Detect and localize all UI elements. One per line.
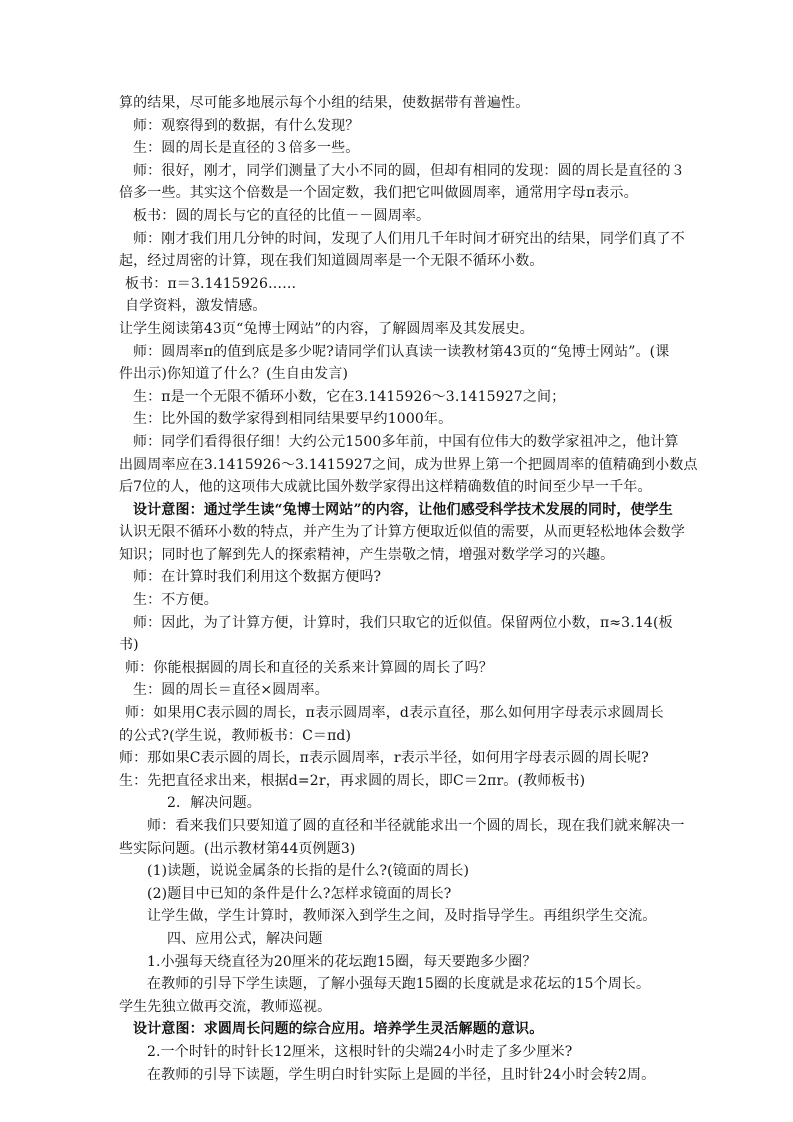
text-line: 师：如果用C表示圆的周长，π表示圆周率，d表示直径，那么如何用字母表示求圆周长 <box>125 705 664 722</box>
text-line: 2.一个时针的时针长12厘米，这根时针的尖端24小时走了多少厘米? <box>147 1043 573 1060</box>
text-line: 认识无限不循环小数的特点，并产生为了计算方便取近似值的需要，从而更轻松地体会数学 <box>119 524 685 541</box>
text-line: 让学生阅读第43页“兔博士网站”的内容，了解圆周率及其发展史。 <box>119 320 534 337</box>
section-heading: 2．解决问题。 <box>167 795 261 812</box>
text-line: 师：同学们看得很仔细！大约公元1500多年前，中国有位伟大的数学家祖冲之，他计算 <box>133 433 679 450</box>
text-line: 些实际问题。(出示教材第44页例题3) <box>119 840 356 857</box>
text-line: 生：先把直径求出来，根据d=2r，再求圆的周长，即C＝2πr。(教师板书) <box>119 772 586 789</box>
text-line: (2)题目中已知的条件是什么?怎样求镜面的周长? <box>147 885 452 902</box>
text-line: 师：刚才我们用几分钟的时间，发现了人们用几千年时间才研究出的结果，同学们真了不 <box>133 230 685 247</box>
text-line: 师：很好，刚才，同学们测量了大小不同的圆，但却有相同的发现：圆的周长是直径的３ <box>133 162 685 179</box>
text-line: 师：你能根据圆的周长和直径的关系来计算圆的周长了吗？ <box>125 659 493 676</box>
design-intent-line: 设计意图：通过学生读“兔博士网站”的内容，让他们感受科学技术发展的同时，使学生 <box>133 501 673 518</box>
text-line: 师：在计算时我们利用这个数据方便吗? <box>133 569 382 586</box>
text-line: 师：那如果C表示圆的周长，π表示圆周率，r表示半径，如何用字母表示圆的周长呢? <box>119 750 649 767</box>
text-line: 自学资料，激发情感。 <box>125 298 267 315</box>
text-line: 师：圆周率π的值到底是多少呢?请同学们认真读一读教材第43页的“兔博士网站”。(课 <box>133 343 670 360</box>
text-line: 生：比外国的数学家得到相同结果要早约1000年。 <box>133 411 453 428</box>
text-line: 师：看来我们只要知道了圆的直径和半径就能求出一个圆的周长，现在我们就来解决一 <box>147 818 685 834</box>
text-line: 出圆周率应在3.1415926～3.1415927之间，成为世界上第一个把圆周率的值精确到小数点 <box>119 456 698 473</box>
text-line: 书) <box>119 637 139 654</box>
text-line: (1)读题，说说金属条的长指的是什么?(镜面的周长) <box>147 863 470 880</box>
text-line: 生：不方便。 <box>133 592 218 609</box>
text-line: 学生先独立做再交流，教师巡视。 <box>119 998 332 1015</box>
lesson-text <box>119 92 698 1086</box>
text-line: 在教师的引导下读题，学生明白时针实际上是圆的半径，且时针24小时会转2周。 <box>147 1066 656 1083</box>
text-line: 师：观察得到的数据，有什么发现？ <box>133 117 360 134</box>
text-line: 算的结果，尽可能多地展示每个小组的结果，使数据带有普遍性。 <box>119 95 530 111</box>
text-line: 后7位的人，他的这项伟大成就比国外数学家得出这样精确数值的时间至少早一千年。 <box>119 479 652 496</box>
text-line: 起，经过周密的计算，现在我们知道圆周率是一个无限不循环小数。 <box>119 253 544 270</box>
text-line: 师：因此，为了计算方便，计算时，我们只取它的近似值。保留两位小数，π≈3.14(板 <box>133 614 673 631</box>
text-line: 1.小强每天绕直径为20厘米的花坛跑15圈，每天要跑多少圈？ <box>147 953 537 970</box>
text-line: 板书：圆的周长与它的直径的比值－－圆周率。 <box>133 207 431 224</box>
design-intent-line: 设计意图：求圆周长问题的综合应用。培养学生灵活解题的意识。 <box>133 1021 544 1038</box>
text-line: 让学生做，学生计算时，教师深入到学生之间，及时指导学生。再组织学生交流。 <box>147 908 657 925</box>
text-line: 板书：π＝3.1415926…… <box>125 275 297 292</box>
text-line: 生：圆的周长＝直径×圆周率。 <box>133 682 329 699</box>
section-heading: 四、应用公式，解决问题 <box>167 930 323 947</box>
text-line: 生：圆的周长是直径的３倍多一些。 <box>133 140 360 157</box>
text-line: 在教师的引导下学生读题，了解小强每天跑15圈的长度就是求花坛的15个周长。 <box>147 976 651 993</box>
text-line: 知识；同时也了解到先人的探索精神，产生崇敬之情，增强对数学学习的兴趣。 <box>119 546 615 563</box>
text-line: 生：π是一个无限不循环小数，它在3.1415926～3.1415927之间； <box>133 388 566 405</box>
text-line: 的公式?(学生说，教师板书：C＝πd) <box>119 727 352 744</box>
text-line: 件出示)你知道了什么？(生自由发言) <box>119 366 349 383</box>
text-line: 倍多一些。其实这个倍数是一个固定数，我们把它叫做圆周率，通常用字母π表示。 <box>119 185 638 202</box>
